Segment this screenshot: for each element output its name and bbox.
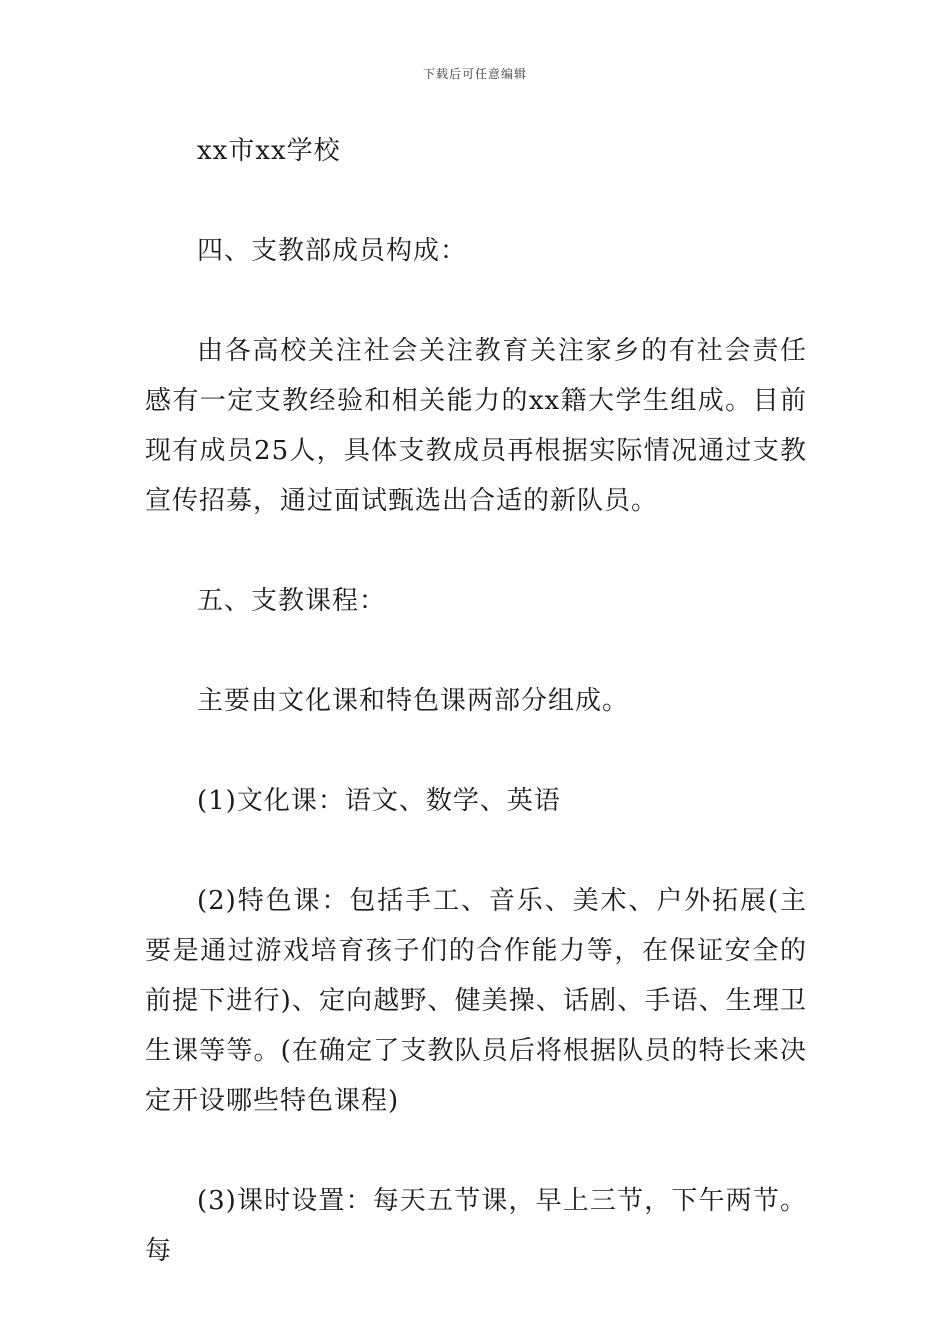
members-paragraph: 由各高校关注社会关注教育关注家乡的有社会责任感有一定支教经验和相关能力的xx籍大学生组成。目前现有成员25人，具体支教成员再根据实际情况通过支教宣传招募，通过面试甄选出合适的新队员。 bbox=[145, 336, 807, 516]
section-heading-members: 四、支教部成员构成： bbox=[197, 236, 468, 266]
page-header: 下载后可任意编辑 bbox=[422, 67, 527, 81]
culture-course-item: (1)文化课：语文、数学、英语 bbox=[197, 786, 561, 816]
document-body bbox=[145, 126, 807, 1276]
paragraph-gap bbox=[145, 626, 807, 676]
paragraph-gap bbox=[145, 1126, 807, 1176]
courses-intro-paragraph: 主要由文化课和特色课两部分组成。 bbox=[197, 686, 630, 716]
special-course-item: (2)特色课：包括手工、音乐、美术、户外拓展(主要是通过游戏培育孩子们的合作能力等，在保证安全的前提下进行)、定向越野、健美操、话剧、手语、生理卫生课等等。(在确定了支教队员后将根据队员的特长来决定开设哪些特色课程) bbox=[145, 886, 807, 1116]
section-heading-courses: 五、支教课程： bbox=[197, 586, 387, 616]
paragraph-gap bbox=[145, 176, 807, 226]
paragraph-gap bbox=[145, 526, 807, 576]
schedule-item: (3)课时设置：每天五节课，早上三节，下午两节。每 bbox=[145, 1186, 807, 1266]
paragraph-gap bbox=[145, 726, 807, 776]
paragraph-gap bbox=[145, 276, 807, 326]
school-name-line: xx市xx学校 bbox=[197, 136, 341, 166]
paragraph-gap bbox=[145, 826, 807, 876]
